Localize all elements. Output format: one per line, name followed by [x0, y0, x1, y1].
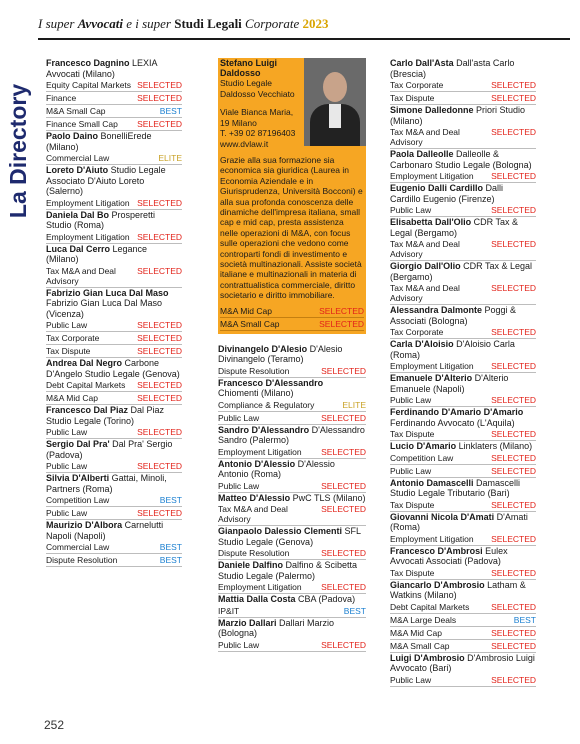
rating-row [218, 412, 366, 425]
rating-row [390, 326, 536, 339]
directory-entry [218, 493, 366, 527]
rating-row [46, 231, 182, 244]
directory-entry [218, 459, 366, 493]
rating-status: SELECTED [491, 171, 536, 181]
rating-status: SELECTED [491, 361, 536, 371]
rating-category: Tax Corporate [46, 333, 100, 343]
rating-status: SELECTED [137, 197, 182, 208]
directory-entry [390, 261, 536, 305]
lawyer-name: Maurizio D'Albora [46, 520, 123, 530]
rating-row [46, 494, 182, 507]
rating-row [390, 499, 536, 512]
rating-row [390, 92, 536, 105]
rating-row [390, 360, 536, 373]
rating-status: SELECTED [491, 674, 536, 685]
lawyer-firm: Gattai, Minoli, Partners (Roma) [46, 473, 167, 494]
rating-status: SELECTED [137, 461, 182, 471]
rating-category: Commercial Law [46, 542, 110, 552]
directory-entry [390, 105, 536, 149]
lawyer-firm: Eulex Avvocati Associati (Padova) [390, 545, 508, 566]
rating-category: Tax Dispute [390, 499, 435, 510]
sidebar [0, 48, 36, 268]
rating-row [390, 567, 536, 580]
directory-entry [46, 405, 182, 439]
rating-status: SELECTED [491, 80, 536, 90]
rating-category: Finance Small Cap [46, 119, 118, 129]
rating-row [46, 197, 182, 210]
rating-status: SELECTED [137, 427, 182, 437]
lawyer-name: Giovanni Nicola D'Amati [390, 511, 495, 522]
lawyer-name: Carlo Dall'Asta [390, 58, 454, 68]
lawyer-name: Antonio Damascelli [390, 477, 474, 488]
lawyer-name: Gianpaolo Dalessio Clementi [218, 526, 343, 537]
lawyer-name: Daniele Dalfino [218, 560, 284, 571]
lawyer-firm: Dalfino & Scibetta Studio Legale (Palermo) [218, 560, 358, 581]
directory-entry [390, 183, 536, 217]
rating-category: Tax Dispute [46, 346, 91, 356]
rating-status: SELECTED [321, 446, 366, 457]
rating-status: SELECTED [491, 601, 536, 612]
rating-status: SELECTED [491, 567, 536, 578]
rating-status: SELECTED [491, 395, 536, 405]
lawyer-name: Paolo Daino [46, 131, 99, 141]
lawyer-name: Alessandra Dalmonte [390, 305, 483, 315]
rating-category: Public Law [46, 508, 88, 518]
rating-category: Public Law [390, 674, 432, 685]
rating-status: SELECTED [319, 318, 364, 329]
lawyer-name: Francesco Dagnino [46, 58, 130, 68]
rating-status: SELECTED [137, 346, 182, 356]
featured-web-link[interactable]: www.dvlaw.it [220, 138, 269, 149]
lawyer-firm: Dal Piaz Studio Legale (Torino) [46, 405, 165, 426]
rating-status: SELECTED [491, 465, 536, 476]
rating-status: SELECTED [321, 548, 366, 559]
lawyer-name: Francesco Dal Piaz [46, 405, 129, 415]
rating-status: SELECTED [321, 412, 366, 423]
directory-entry [390, 373, 536, 407]
rating-status: BEST [343, 605, 366, 616]
lawyer-firm: Prosperetti Studio (Roma) [46, 209, 156, 230]
directory-entry [390, 580, 536, 653]
rating-category: Tax M&A and Deal Advisory [218, 504, 288, 525]
lawyer-firm: Studio Legale Associato D'Aiuto Loreto (Salerno) [46, 165, 166, 196]
directory-entry [46, 210, 182, 244]
lawyer-name: Mattia Dalla Costa [218, 594, 296, 605]
rating-status: SELECTED [137, 265, 182, 276]
rating-category: Public Law [390, 205, 432, 215]
lawyer-firm: D'Aloisio Carla (Roma) [390, 339, 515, 360]
rating-status: SELECTED [137, 380, 182, 390]
rating-category: Equity Capital Markets [46, 80, 132, 90]
rating-category: Employment Litigation [390, 171, 474, 181]
rating-status: SELECTED [137, 119, 182, 129]
lawyer-name: Emanuele D'Alterio [390, 373, 473, 383]
rating-status: BEST [159, 495, 182, 505]
rating-status: SELECTED [491, 429, 536, 439]
directory-entry [46, 473, 182, 520]
directory-entry [46, 131, 182, 165]
directory-entry [46, 58, 182, 131]
lawyer-name: Divinangelo D'Alesio [218, 343, 308, 354]
rating-status: ELITE [342, 399, 366, 410]
lawyer-firm: Poggi & Associati (Bologna) [390, 305, 517, 326]
rating-category: Compliance & Regulatory [218, 399, 315, 410]
rating-row [46, 92, 182, 105]
rating-category: Employment Litigation [218, 582, 302, 593]
rating-row [390, 601, 536, 614]
rating-status: SELECTED [137, 93, 182, 103]
rating-row [218, 547, 366, 560]
rating-status: SELECTED [137, 333, 182, 343]
lawyer-name: Giorgio Dall'Olio [390, 261, 461, 271]
portrait-photo [304, 58, 366, 146]
directory-entry [218, 594, 366, 618]
directory-entry [46, 288, 182, 359]
rating-row [390, 126, 536, 149]
featured-address: Viale Bianca Maria, 19 Milano [220, 107, 294, 128]
rating-status: SELECTED [137, 231, 182, 242]
directory-entry [218, 344, 366, 378]
rating-category: Public Law [218, 412, 260, 423]
rating-category: Employment Litigation [218, 446, 302, 457]
lawyer-firm: BonelliErede (Milano) [46, 131, 152, 152]
rating-status: SELECTED [491, 327, 536, 337]
rating-row [46, 507, 182, 520]
rating-row [46, 541, 182, 554]
rating-row [390, 394, 536, 407]
rating-row [46, 105, 182, 118]
column-3 [390, 58, 536, 687]
directory-entry [390, 339, 536, 373]
rating-status: SELECTED [321, 365, 366, 376]
lawyer-firm: LEXIA Avvocati (Milano) [46, 58, 158, 79]
directory-entry [218, 526, 366, 560]
rating-status: SELECTED [491, 205, 536, 215]
rating-category: Commercial Law [46, 153, 110, 163]
directory-entry [390, 441, 536, 478]
rating-row [390, 452, 536, 465]
rating-status: SELECTED [321, 480, 366, 491]
rating-category: Dispute Resolution [218, 548, 290, 559]
header-text: I super [38, 16, 78, 31]
rating-row [46, 379, 182, 392]
column-2 [218, 58, 366, 652]
lawyer-firm: Dalleolle & Carbonaro Studio Legale (Bologna) [390, 149, 532, 170]
rating-row [218, 605, 366, 618]
header-text: Studi Legali [174, 16, 242, 31]
rating-category: Tax M&A and Deal Advisory [390, 283, 460, 303]
rating-row [390, 674, 536, 687]
lawyer-name: Fabrizio Gian Luca Dal Maso [46, 287, 169, 298]
lawyer-name: Lucio D'Amario [390, 441, 457, 451]
rating-category: Public Law [390, 395, 432, 405]
lawyer-firm: D'Alterio Emanuele (Napoli) [390, 373, 509, 394]
rating-row [220, 318, 364, 331]
rating-row [390, 533, 536, 546]
rating-row [390, 170, 536, 183]
featured-firm: Studio Legale Daldosso Vecchiato [220, 78, 295, 99]
rating-row [390, 238, 536, 261]
lawyer-firm: Linklaters (Milano) [456, 441, 533, 451]
rating-row [218, 365, 366, 378]
rating-category: Dispute Resolution [218, 365, 290, 376]
rating-category: Public Law [390, 465, 432, 476]
lawyer-name: Elisabetta Dall'Olio [390, 217, 472, 227]
directory-entry [46, 244, 182, 288]
rating-row [46, 152, 182, 165]
rating-category: M&A Large Deals [390, 614, 457, 625]
directory-entry [218, 560, 366, 594]
rating-row [390, 640, 536, 653]
lawyer-name: Eugenio Dalli Cardillo [390, 183, 484, 193]
directory-entry [46, 358, 182, 405]
rating-category: M&A Mid Cap [46, 393, 98, 403]
lawyer-firm: PwC TLS (Milano) [290, 492, 366, 503]
lawyer-firm: Dall'asta Carlo (Brescia) [390, 58, 515, 79]
rating-category: M&A Mid Cap [220, 305, 272, 316]
lawyer-name: Ferdinando D'Amario D'Amario [390, 407, 524, 417]
rating-category: Public Law [46, 320, 88, 330]
featured-name: Stefano Luigi Daldosso [220, 58, 277, 78]
header-text: Corporate [241, 16, 303, 31]
lawyer-firm: Carnelutti Napoli (Napoli) [46, 520, 164, 541]
rating-row [390, 428, 536, 441]
rating-row [390, 614, 536, 627]
rating-category: Tax Dispute [390, 93, 435, 103]
lawyer-firm: SFL Studio Legale (Genova) [218, 526, 361, 547]
rating-row [46, 392, 182, 405]
rating-status: SELECTED [137, 393, 182, 403]
page-number: 252 [44, 718, 65, 732]
directory-entry [46, 439, 182, 473]
column-2-list [218, 344, 366, 652]
rating-category: Tax M&A and Deal Advisory [390, 239, 460, 259]
rating-row [46, 460, 182, 473]
rating-category: Competition Law [46, 495, 110, 505]
directory-entry [390, 149, 536, 183]
rating-row [390, 627, 536, 640]
rating-category: Employment Litigation [46, 231, 130, 242]
directory-entry [46, 165, 182, 210]
header-rule [38, 38, 570, 40]
directory-entry [218, 425, 366, 459]
lawyer-firm: D'Alessandro Sandro (Palermo) [218, 424, 365, 446]
rating-category: Competition Law [390, 452, 454, 463]
rating-category: Tax Corporate [390, 80, 444, 90]
rating-row [390, 465, 536, 478]
header-text: e i super [122, 16, 175, 31]
rating-category: M&A Mid Cap [390, 627, 442, 638]
directory-entry [218, 378, 366, 425]
featured-profile [218, 58, 366, 334]
rating-row [46, 265, 182, 288]
lawyer-name: Francesco D'Ambrosi [390, 545, 483, 556]
rating-category: IP&IT [218, 605, 240, 616]
lawyer-firm: Dal Pra' Sergio (Padova) [46, 439, 173, 460]
rating-row [46, 79, 182, 92]
rating-status: ELITE [158, 153, 182, 163]
rating-status: SELECTED [491, 627, 536, 638]
directory-entry [390, 478, 536, 512]
rating-status: SELECTED [491, 93, 536, 103]
rating-category: Public Law [218, 480, 260, 491]
lawyer-name: Simone Dalledonne [390, 105, 474, 115]
rating-category: M&A Small Cap [390, 640, 450, 651]
lawyer-firm: Dalli Cardillo Eugenio (Firenze) [390, 183, 504, 204]
lawyer-firm: Fabrizio Gian Luca Dal Maso (Vicenza) [46, 298, 163, 319]
rating-row [46, 332, 182, 345]
rating-row [46, 118, 182, 131]
rating-status: SELECTED [491, 283, 536, 293]
directory-entry [390, 305, 536, 339]
rating-row [46, 554, 182, 567]
rating-category: Public Law [218, 639, 260, 650]
lawyer-name: Luigi D'Ambrosio [390, 652, 465, 663]
rating-row [218, 446, 366, 459]
rating-status: SELECTED [491, 127, 536, 137]
rating-status: SELECTED [321, 582, 366, 593]
rating-status: BEST [159, 542, 182, 552]
lawyer-name: Silvia D'Alberti [46, 473, 110, 483]
rating-status: SELECTED [491, 499, 536, 510]
rating-category: Tax Dispute [390, 567, 435, 578]
rating-row [218, 480, 366, 493]
rating-category: Public Law [46, 427, 88, 437]
rating-category: M&A Small Cap [220, 318, 280, 329]
featured-ratings [218, 305, 366, 334]
lawyer-firm: Dallari Marzio (Bologna) [218, 617, 335, 639]
lawyer-firm: D'Ambrosio Luigi Avvocato (Bari) [390, 652, 535, 673]
rating-row [390, 79, 536, 92]
rating-category: M&A Small Cap [46, 106, 106, 116]
featured-phone: T. +39 02 87196403 [220, 128, 296, 138]
lawyer-firm: Ferdinando Avvocato (L'Aquila) [390, 417, 515, 428]
rating-category: Debt Capital Markets [46, 380, 126, 390]
lawyer-firm: CDR Tax & Legal (Bergamo) [390, 261, 533, 282]
lawyer-firm: D'Amati (Roma) [390, 511, 528, 532]
lawyer-firm: CDR Tax & Legal (Bergamo) [390, 217, 519, 238]
lawyer-firm: D'Alesio Divinangelo (Teramo) [218, 343, 343, 365]
lawyer-firm: Carbone D'Angelo Studio Legale (Genova) [46, 358, 180, 379]
rating-row [46, 426, 182, 439]
lawyer-firm: Chiomenti (Milano) [218, 388, 294, 399]
lawyer-firm: Damascelli Studio Legale Tributario (Bari) [390, 477, 521, 498]
lawyer-name: Sergio Dal Pra' [46, 439, 110, 449]
rating-category: Public Law [46, 461, 88, 471]
rating-status: SELECTED [491, 452, 536, 463]
rating-status: SELECTED [491, 640, 536, 651]
rating-category: Tax M&A and Deal Advisory [46, 265, 116, 286]
directory-entry [390, 653, 536, 687]
rating-category: Dispute Resolution [46, 555, 118, 565]
lawyer-name: Andrea Dal Negro [46, 358, 123, 368]
lawyer-name: Francesco D'Alessandro [218, 377, 324, 388]
rating-status: SELECTED [491, 533, 536, 544]
directory-entry [390, 546, 536, 580]
rating-category: Finance [46, 93, 77, 103]
column-1 [46, 58, 182, 567]
rating-status: SELECTED [491, 239, 536, 249]
directory-entry [390, 407, 536, 441]
rating-status: BEST [159, 106, 182, 116]
rating-row [218, 639, 366, 652]
rating-status: BEST [513, 614, 536, 625]
rating-row [220, 305, 364, 318]
lawyer-firm: Latham & Watkins (Milano) [390, 579, 526, 600]
lawyer-name: Antonio D'Alessio [218, 458, 296, 469]
lawyer-name: Sandro D'Alessandro [218, 424, 310, 435]
lawyer-name: Daniela Dal Bo [46, 209, 110, 220]
rating-row [46, 319, 182, 332]
rating-status: SELECTED [321, 504, 366, 515]
lawyer-name: Matteo D'Alessio [218, 492, 291, 503]
rating-category: Tax Dispute [390, 429, 435, 439]
rating-category: Employment Litigation [46, 197, 130, 208]
rating-status: SELECTED [321, 639, 366, 650]
rating-category: Employment Litigation [390, 533, 474, 544]
directory-entry [46, 520, 182, 567]
rating-row [46, 345, 182, 358]
sidebar-title: La Directory [5, 83, 31, 219]
rating-row [390, 282, 536, 305]
lawyer-name: Giancarlo D'Ambrosio [390, 579, 485, 590]
directory-entry [390, 58, 536, 105]
rating-status: SELECTED [137, 508, 182, 518]
directory-entry [390, 217, 536, 261]
rating-row [218, 503, 366, 526]
rating-category: Tax Corporate [390, 327, 444, 337]
rating-status: SELECTED [137, 80, 182, 90]
directory-entry [218, 618, 366, 652]
rating-row [390, 204, 536, 217]
lawyer-name: Paola Dalleolle [390, 149, 454, 159]
rating-row [218, 399, 366, 412]
header-text: Avvocati [77, 16, 123, 31]
rating-category: Debt Capital Markets [390, 601, 470, 612]
rating-category: Employment Litigation [390, 361, 474, 371]
header-year: 2023 [302, 16, 329, 31]
lawyer-firm: Priori Studio (Milano) [390, 105, 526, 126]
lawyer-name: Luca Dal Cerro [46, 243, 111, 254]
rating-status: SELECTED [319, 305, 364, 316]
lawyer-firm: Legance (Milano) [46, 243, 148, 264]
rating-status: BEST [159, 555, 182, 565]
lawyer-firm: CBA (Padova) [295, 594, 356, 605]
page-header [38, 16, 570, 36]
lawyer-name: Marzio Dallari [218, 617, 277, 628]
directory-entry [390, 512, 536, 546]
rating-status: SELECTED [137, 320, 182, 330]
lawyer-name: Carla D'Aloisio [390, 339, 454, 349]
lawyer-firm: D'Alessio Antonio (Roma) [218, 458, 335, 480]
rating-category: Tax M&A and Deal Advisory [390, 127, 460, 147]
rating-row [218, 581, 366, 594]
featured-bio: Grazie alla sua formazione sia economica sia giuridica (Laurea in Economia Aziendale e in Giurisprudenza, Università Bocconi) e alla sua profonda conoscenza delle dinamiche dell'impresa italiana, small cap e mid cap, presta assistenza nelle operazioni di M&A, con focus sulle operazioni che vedono come controparti fondi di investimento e società multinazionali. Assiste società italiane e multinazionali in materia di contrattualistica commerciale, diritto societario e diritto immobiliare. [220, 155, 363, 301]
lawyer-name: Loreto D'Aiuto [46, 165, 109, 175]
